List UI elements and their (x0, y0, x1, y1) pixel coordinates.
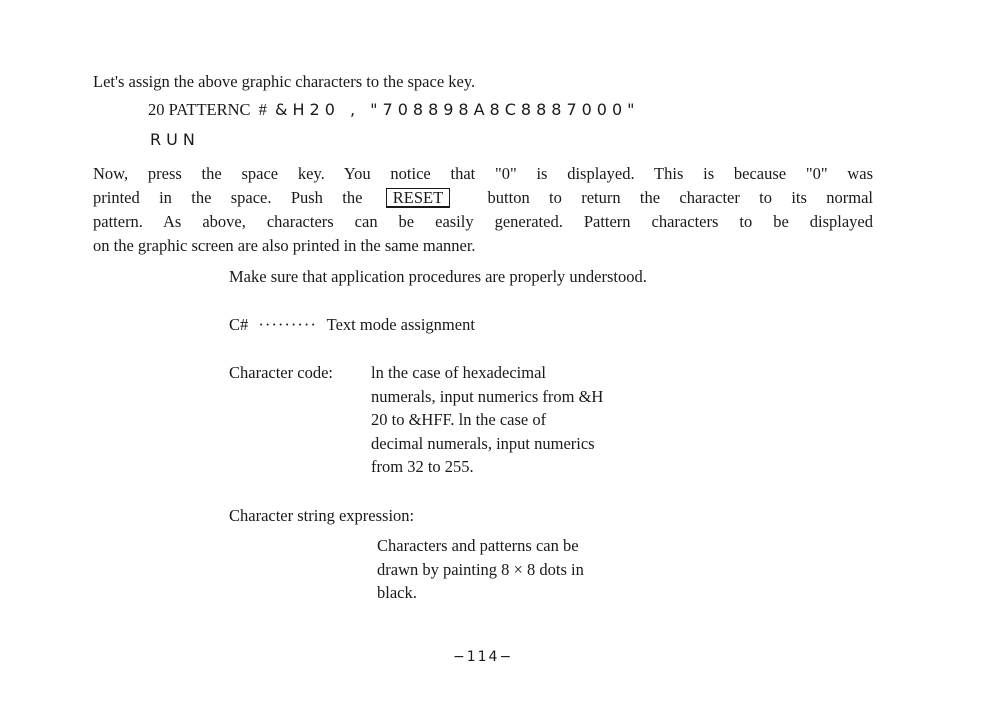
cnum-description: Text mode assignment (326, 315, 475, 334)
char-string-term: Character string expression: (229, 506, 415, 525)
cnum-leader-dots: ········· (258, 315, 317, 334)
code-hash: # (258, 100, 267, 119)
paragraph-row-3: pattern. As above, characters can be easily generated. Pattern characters to be displayed (93, 212, 873, 231)
reset-key-label: RESET (386, 188, 450, 208)
char-code-term: Character code: (229, 363, 333, 382)
paragraph-row-1: Now, press the space key. You notice that "0" is displayed. This is because "0" was (93, 164, 873, 183)
char-code-description (371, 361, 603, 479)
paragraph-row-2-start: printed in the space. Push the (93, 188, 363, 207)
code-prefix: 20 PATTERNC (148, 100, 251, 119)
code-args: &H20 , "708898A8C8887000" (275, 100, 640, 119)
char-string-line: black. (377, 583, 417, 602)
char-string-description (377, 534, 584, 605)
note-text: Make sure that application procedures are properly understood. (229, 267, 647, 286)
char-code-line: numerals, input numerics from &H (371, 386, 604, 406)
paragraph-row-2 (93, 186, 873, 210)
char-code-line: from 32 to 255. (371, 457, 474, 476)
run-command: RUN (150, 130, 200, 149)
code-line (148, 98, 640, 122)
char-code-line: decimal numerals, input numerics (371, 433, 595, 453)
char-string-line: Characters and patterns can be (377, 536, 579, 555)
paragraph-row-2-end: button to return the character to its normal (487, 188, 874, 207)
cnum-definition (229, 313, 475, 337)
body-paragraph (93, 162, 873, 258)
char-code-line: ln the case of hexadecimal (371, 363, 546, 382)
cnum-term: C# (229, 315, 249, 334)
intro-text: Let's assign the above graphic characters to the space key. (93, 72, 476, 91)
page-number: −114− (453, 649, 514, 665)
char-code-line: 20 to &HFF. ln the case of (371, 410, 547, 429)
paragraph-row-4: on the graphic screen are also printed in the same manner. (93, 236, 476, 255)
char-string-line: drawn by painting 8 × 8 dots in (377, 559, 584, 579)
